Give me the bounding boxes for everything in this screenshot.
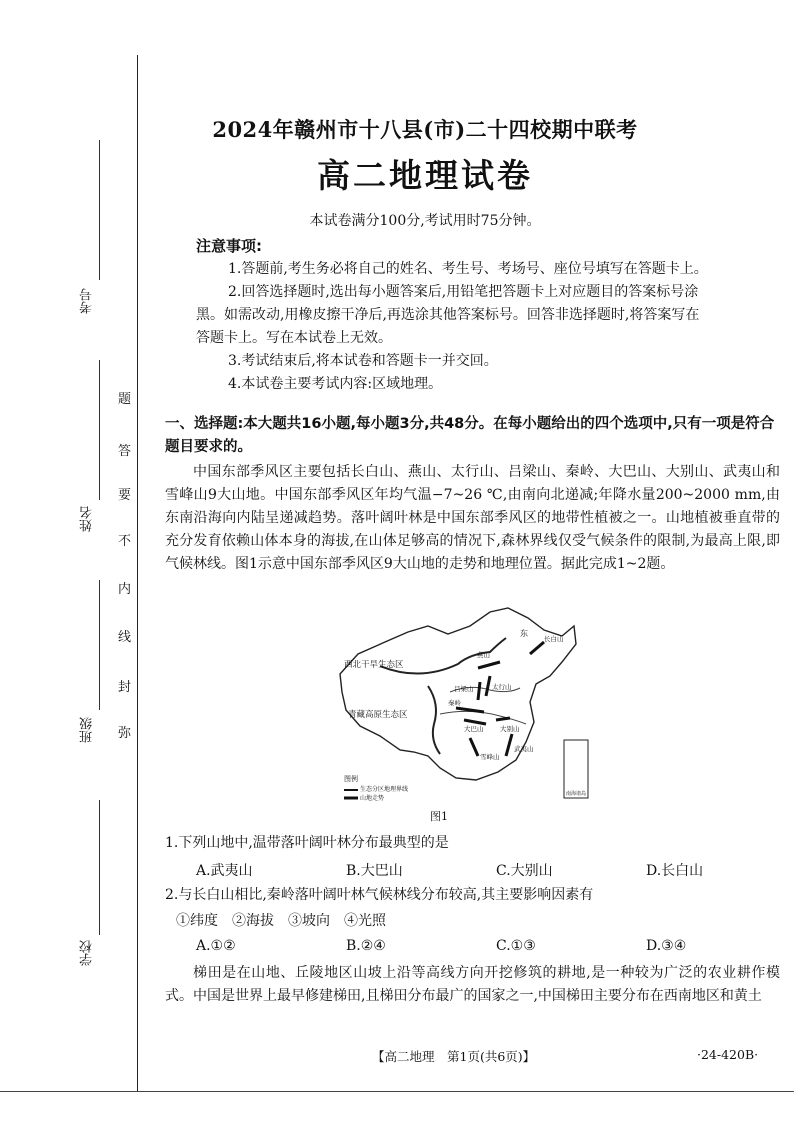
seal-char-2: 答 (118, 444, 132, 459)
question-2-option-d[interactable]: D.③④ (646, 938, 687, 954)
name-label: 姓名 (80, 506, 95, 532)
bottom-rule (0, 1091, 794, 1092)
mountain-label-wuyishan: 武夷山 (514, 745, 534, 753)
question-2-option-b[interactable]: B.②④ (346, 938, 386, 954)
section-heading: 一、选择题:本大题共16小题,每小题3分,共48分。在每小题给出的四个选项中,只有一项是符合题目要求的。 (165, 416, 775, 455)
notice-item-3: 3.考试结束后,将本试卷和答题卡一并交回。 (228, 353, 498, 369)
seal-char-3: 要 (118, 488, 132, 503)
seal-char-8: 弥 (118, 726, 132, 741)
subject-title: 高二地理试卷 (317, 156, 533, 195)
paper-code: ·24-420B· (697, 1047, 759, 1062)
school-line (99, 800, 100, 935)
page-footer: 【高二地理 第1页(共6页)】 (372, 1049, 536, 1064)
notice-item-2-line-2: 黑。如需改动,用橡皮擦干净后,再选涂其他答案标号。回答非选择题时,将答案写在 (196, 307, 700, 323)
notice-item-1: 1.答题前,考生务必将自己的姓名、考生号、考场号、座位号填写在答题卡上。 (228, 261, 708, 277)
mountain-label-changbaishan: 长白山 (544, 635, 564, 643)
mountain-label-taihangshan: 太行山 (492, 683, 512, 691)
exam-info: 本试卷满分100分,考试用时75分钟。 (309, 213, 541, 229)
passage-1: 中国东部季风区主要包括长白山、燕山、太行山、吕梁山、秦岭、大巴山、大别山、武夷山和雪峰山9大山地。中国东部季风区年均气温−7~26 ℃,由南向北递减;年降水量200~2000 mm,由东南沿海向内陆呈递减趋势。落叶阔叶林是中国东部季风区的地带性植被之一。山地植被垂直带的充分发育依赖山体本身的海拔,在山体足够高的情况下,森林界线仅受气候条件的限制,为最高上限,即气候林线。图1示意中国东部季风区9大山地的走势和地理位置。据此完成1~2题。 (165, 464, 780, 572)
mountain-line (486, 676, 490, 696)
mountain-label-dabashan: 大巴山 (464, 725, 484, 733)
mountain-label-qinling: 秦岭 (448, 699, 461, 707)
question-1-option-b[interactable]: B.大巴山 (346, 863, 403, 879)
mountain-line (478, 662, 500, 668)
question-1-option-c[interactable]: C.大别山 (496, 863, 553, 879)
question-2-stem: 2.与长白山相比,秦岭落叶阔叶林气候林线分布较高,其主要影响因素有 (165, 887, 594, 903)
region-label-northwest: 西北干旱生态区 (344, 660, 404, 670)
class-label: 班级 (80, 717, 95, 743)
mountain-label-dabieshan: 大别山 (500, 725, 520, 733)
seal-char-1: 题 (118, 392, 132, 407)
seal-char-5: 内 (118, 582, 132, 597)
question-2-option-c[interactable]: C.①③ (496, 938, 536, 954)
exam-title: 2024年赣州市十八县(市)二十四校期中联考 (212, 117, 638, 142)
notice-item-4: 4.本试卷主要考试内容:区域地理。 (228, 376, 443, 392)
legend-boundary-label: 生态分区地理界线 (360, 786, 409, 793)
mountain-line (530, 642, 544, 654)
inset-label: 南海诸岛 (566, 791, 587, 797)
map-figure (330, 604, 590, 804)
mountain-label-lvliangshan: 吕梁山 (454, 685, 474, 693)
mountain-line (470, 738, 478, 756)
region-label-qinghai-tibet: 青藏高原生态区 (348, 710, 408, 720)
question-1-option-d[interactable]: D.长白山 (646, 863, 704, 879)
notice-heading: 注意事项: (196, 237, 262, 255)
exam-no-line (99, 140, 100, 280)
mountain-line (496, 718, 510, 720)
question-2-factors: ①纬度 ②海拔 ③坡向 ④光照 (176, 913, 386, 929)
mountain-line (506, 734, 512, 756)
mountain-label-yanshan: 燕山 (477, 651, 490, 659)
exam-no-label: 考号 (80, 288, 95, 314)
mountain-line (478, 682, 480, 700)
seal-char-4: 不 (118, 534, 132, 549)
notice-item-2-line-3: 答题卡上。写在本试卷上无效。 (196, 330, 392, 346)
region-label-east: 东 (520, 629, 528, 638)
name-line (99, 360, 100, 500)
question-2-option-a[interactable]: A.①② (196, 938, 236, 954)
question-1-stem: 1.下列山地中,温带落叶阔叶林分布最典型的是 (165, 835, 449, 851)
school-label: 学校 (80, 940, 95, 966)
passage-2: 梯田是在山地、丘陵地区山坡上沿等高线方向开挖修筑的耕地,是一种较为广泛的农业耕作模式。中国是世界上最早修建梯田,且梯田分布最广的国家之一,中国梯田主要分布在西南地区和黄土 (165, 965, 780, 1004)
binding-line (137, 55, 138, 1091)
seal-char-7: 封 (118, 680, 132, 695)
china-outline (340, 608, 576, 780)
legend-mountain-label: 山地走势 (360, 795, 385, 802)
legend-title: 图例 (344, 775, 358, 783)
seal-char-6: 线 (118, 630, 132, 645)
notice-item-2-line-1: 2.回答选择题时,选出每小题答案后,用铅笔把答题卡上对应题目的答案标号涂 (228, 284, 699, 300)
figure-caption: 图1 (430, 810, 448, 823)
class-line (99, 580, 100, 710)
eco-boundary-line-2 (428, 686, 440, 754)
mountain-label-xuefengshan: 雪峰山 (480, 753, 500, 761)
question-1-option-a[interactable]: A.武夷山 (196, 863, 253, 879)
